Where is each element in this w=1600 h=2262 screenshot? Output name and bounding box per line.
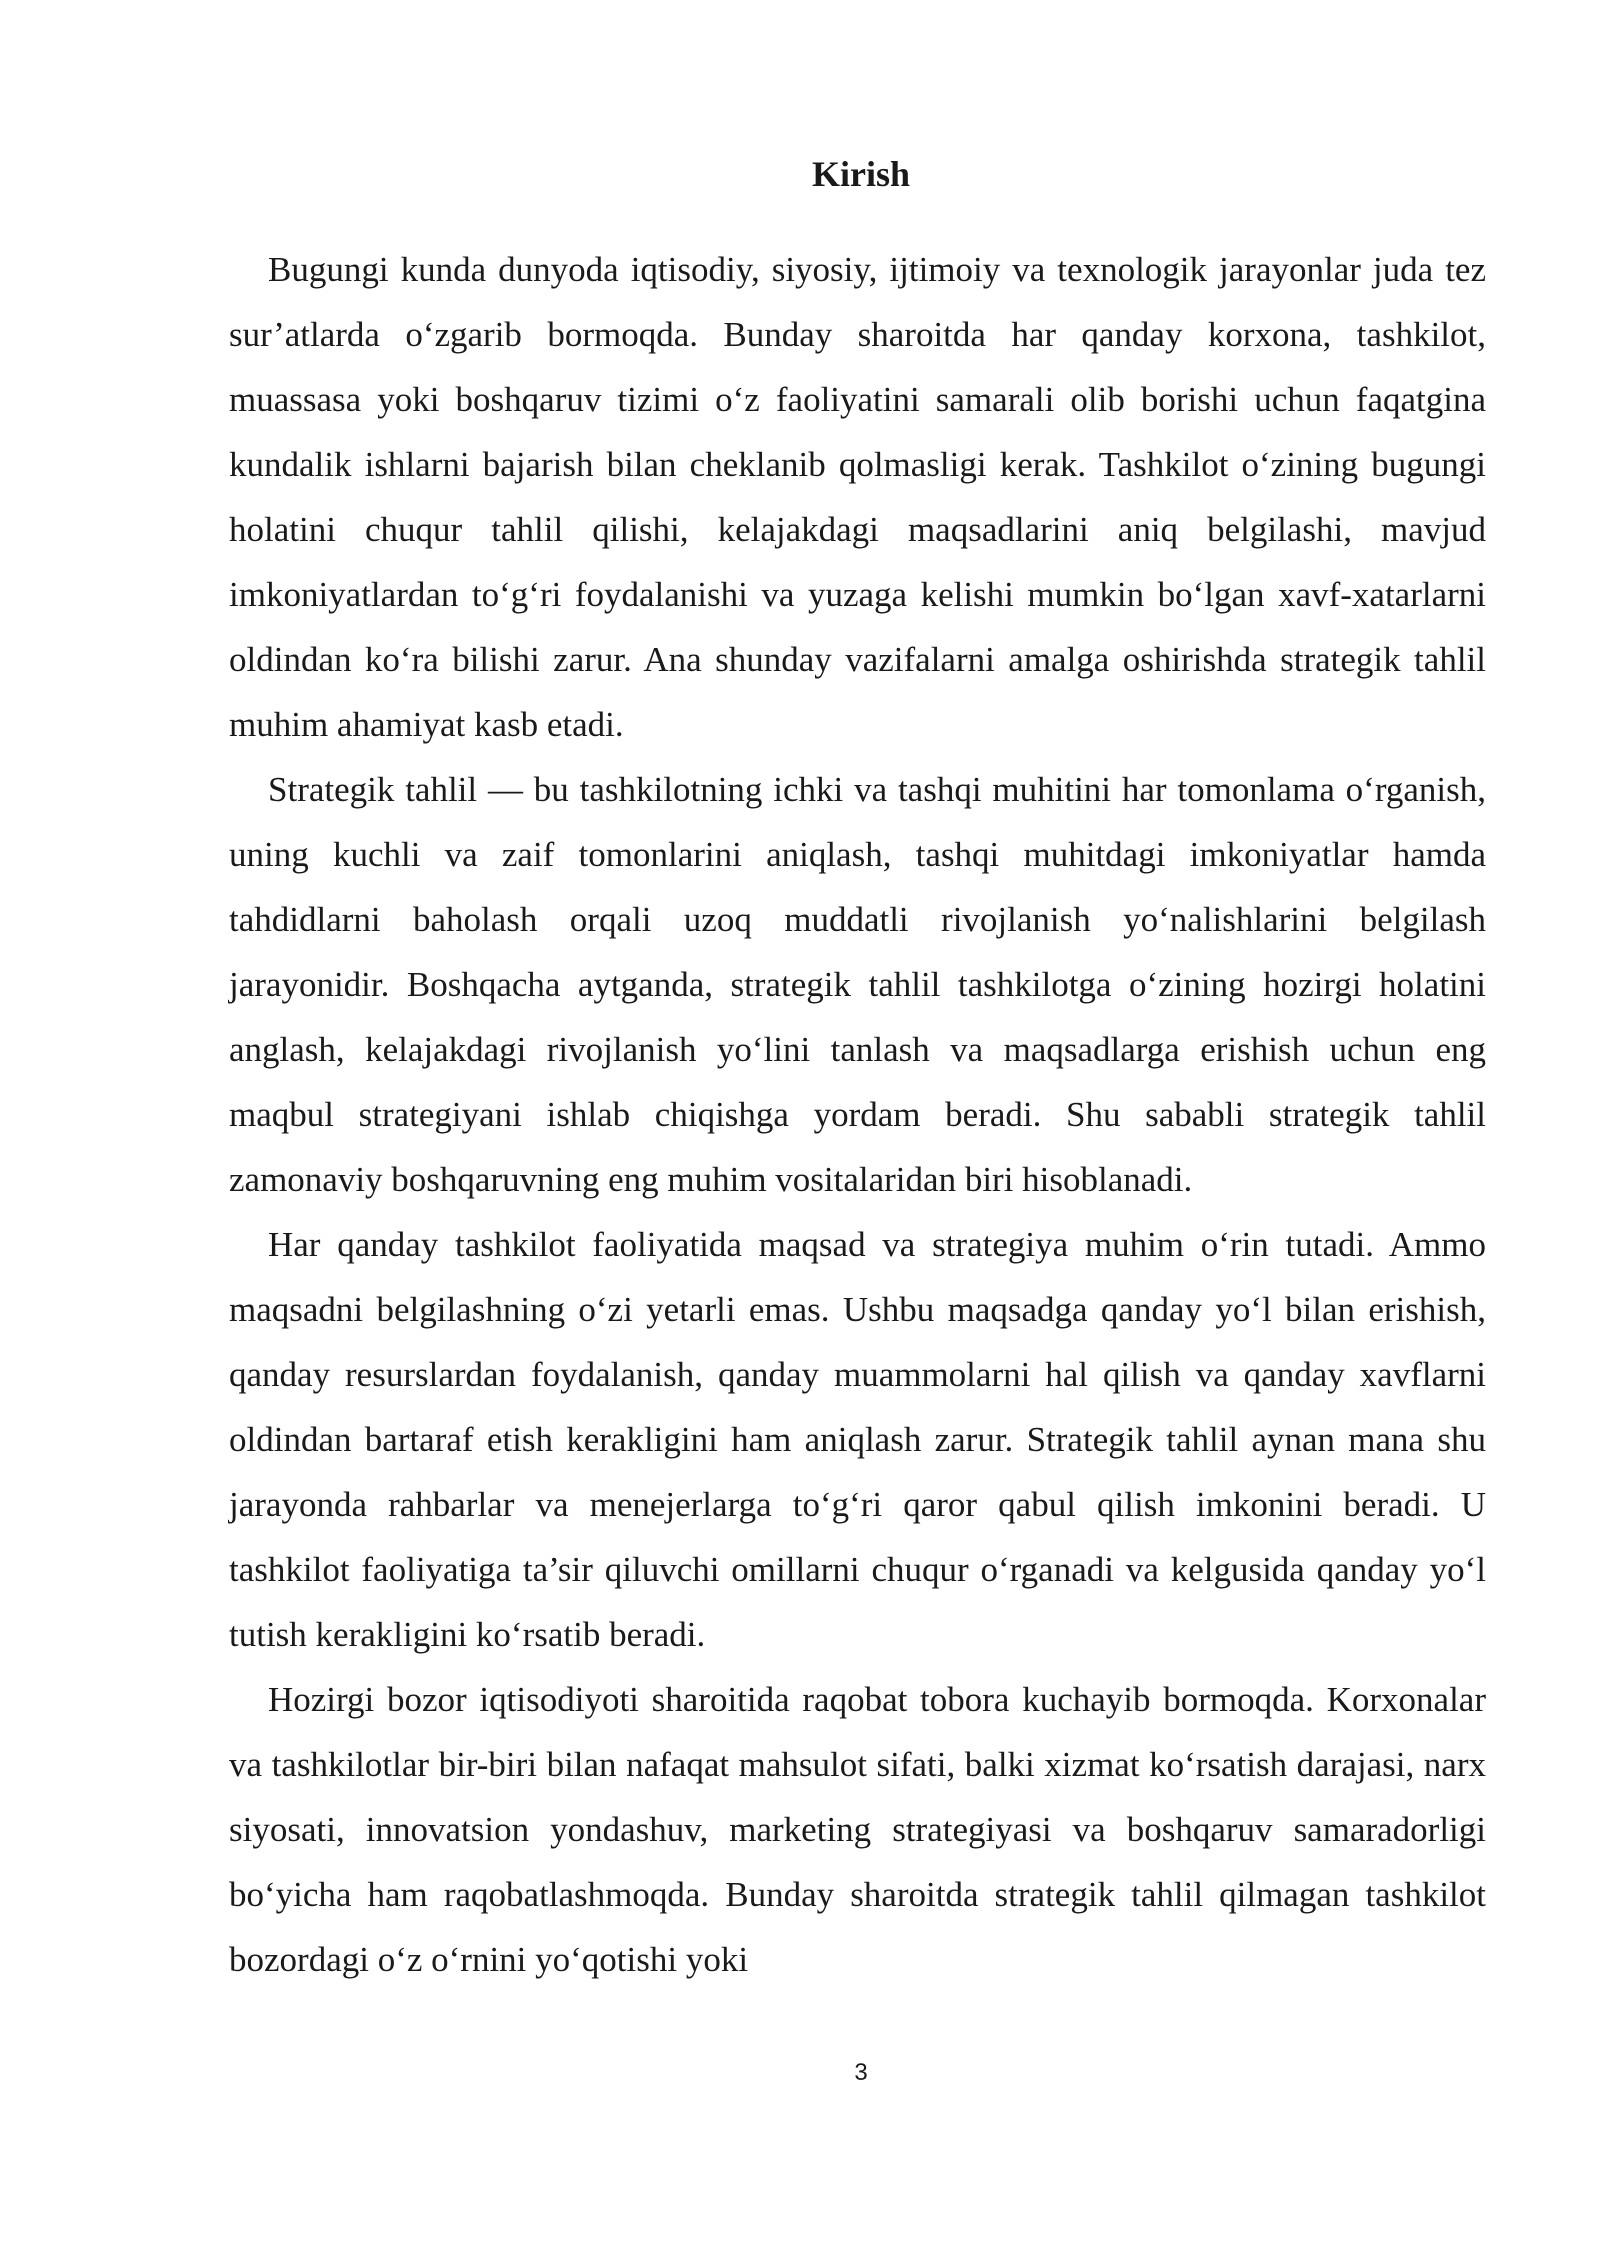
- paragraph-3: Har qanday tashkilot faoliyatida maqsad va strategiya muhim o‘rin tutadi. Ammo maqsadni belgilashning o‘zi yetarli emas. Ushbu maqsadga qanday yo‘l bilan erishish, qanday resurslardan foydalanish, qanday muammolarni hal qilish va qanday xavflarni oldindan bartaraf etish kerakligini ham aniqlash zarur. Strategik tahlil aynan mana shu jarayonda rahbarlar va menejerlarga to‘g‘ri qaror qabul qilish imkonini beradi. U tashkilot faoliyatiga ta’sir qiluvchi omillarni chuqur o‘rganadi va kelgusida qanday yo‘l tutish kerakligini ko‘rsatib beradi.: [229, 1225, 1486, 1654]
- page-number: 3: [854, 2059, 868, 2086]
- paragraph-2: Strategik tahlil — bu tashkilotning ichki va tashqi muhitini har tomonlama o‘rganish, uning kuchli va zaif tomonlarini aniqlash, tashqi muhitdagi imkoniyatlar hamda tahdidlarni baholash orqali uzoq muddatli rivojlanish yo‘nalishlarini belgilash jarayonidir. Boshqacha aytganda, strategik tahlil tashkilotga o‘zining hozirgi holatini anglash, kelajakdagi rivojlanish yo‘lini tanlash va maqsadlarga erishish uchun eng maqbul strategiyani ishlab chiqishga yordam beradi. Shu sababli strategik tahlil zamonaviy boshqaruvning eng muhim vositalaridan biri hisoblanadi.: [229, 770, 1486, 1199]
- page-title: Kirish: [811, 154, 910, 194]
- paragraph-4: Hozirgi bozor iqtisodiyoti sharoitida raqobat tobora kuchayib bormoqda. Korxonalar va tashkilotlar bir-biri bilan nafaqat mahsulot sifati, balki xizmat ko‘rsatish darajasi, narx siyosati, innovatsion yondashuv, marketing strategiyasi va boshqaruv samaradorligi bo‘yicha ham raqobatlashmoqda. Bunday sharoitda strategik tahlil qilmagan tashkilot bozordagi o‘z o‘rnini yo‘qotishi yoki: [229, 1680, 1486, 1979]
- paragraph-1: Bugungi kunda dunyoda iqtisodiy, siyosiy, ijtimoiy va texnologik jarayonlar juda tez sur’atlarda o‘zgarib bormoqda. Bunday sharoitda har qanday korxona, tashkilot, muassasa yoki boshqaruv tizimi o‘z faoliyatini samarali olib borishi uchun faqatgina kundalik ishlarni bajarish bilan cheklanib qolmasligi kerak. Tashkilot o‘zining bugungi holatini chuqur tahlil qilishi, kelajakdagi maqsadlarini aniq belgilashi, mavjud imkoniyatlardan to‘g‘ri foydalanishi va yuzaga kelishi mumkin bo‘lgan xavf-xatarlarni oldindan ko‘ra bilishi zarur. Ana shunday vazifalarni amalga oshirishda strategik tahlil muhim ahamiyat kasb etadi.: [229, 250, 1486, 744]
- document-body: [229, 237, 1486, 1992]
